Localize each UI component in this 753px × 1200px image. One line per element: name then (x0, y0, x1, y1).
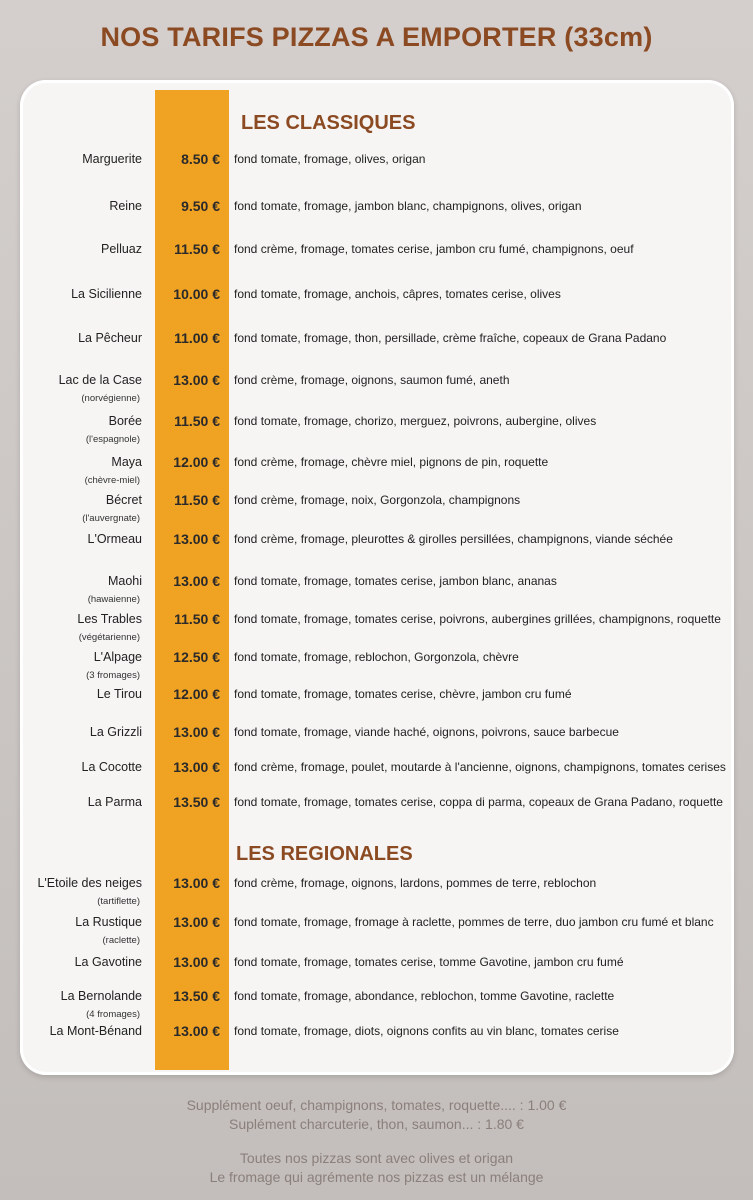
pizza-description: fond tomate, fromage, thon, persillade, crème fraîche, copeaux de Grana Padano (234, 331, 667, 345)
pizza-name: L'Alpage (93, 650, 142, 664)
pizza-price: 11.00 € (174, 330, 220, 346)
pizza-name: La Gavotine (74, 955, 142, 969)
pizza-description: fond tomate, fromage, diots, oignons confits au vin blanc, tomates cerise (234, 1024, 619, 1038)
pizza-description: fond tomate, fromage, tomates cerise, coppa di parma, copeaux de Grana Padano, roquette (234, 795, 723, 809)
pizza-name: La Mont-Bénand (49, 1024, 142, 1038)
pizza-description: fond tomate, fromage, jambon blanc, champignons, olives, origan (234, 199, 582, 213)
page-title: NOS TARIFS PIZZAS A EMPORTER (33cm) (100, 22, 653, 52)
pizza-price: 12.00 € (173, 454, 220, 470)
pizza-subtitle: (l'auvergnate) (82, 513, 140, 524)
pizza-name: La Bernolande (60, 989, 142, 1003)
pizza-row (0, 1024, 753, 1052)
pizza-row (0, 492, 753, 524)
pizza-row (0, 725, 753, 753)
pizza-price: 13.00 € (173, 759, 220, 775)
pizza-price: 11.50 € (174, 241, 220, 257)
pizza-description: fond tomate, fromage, chorizo, merguez, poivrons, aubergine, olives (234, 414, 597, 428)
pizza-price: 13.00 € (173, 531, 220, 547)
pizza-price: 9.50 € (181, 198, 220, 214)
pizza-row (0, 372, 753, 404)
pizza-description: fond tomate, fromage, fromage à raclette, pommes de terre, duo jambon cru fumé et blanc (234, 915, 714, 929)
supplement-line-2: Suplément charcuterie, thon, saumon... : 1.80 € (229, 1116, 524, 1132)
pizza-row (0, 760, 753, 788)
pizza-price: 10.00 € (173, 286, 220, 302)
pizza-description: fond tomate, fromage, tomates cerise, jambon blanc, ananas (234, 574, 557, 588)
pizza-row (0, 875, 753, 907)
pizza-name: La Parma (87, 795, 142, 809)
pizza-subtitle: (végétarienne) (78, 632, 140, 643)
pizza-price: 12.00 € (173, 686, 220, 702)
pizza-row (0, 649, 753, 681)
pizza-price: 11.50 € (174, 413, 220, 429)
pizza-price: 13.50 € (173, 988, 220, 1004)
pizza-row (0, 914, 753, 946)
pizza-name: Maohi (107, 574, 142, 588)
pizza-subtitle: (3 fromages) (86, 670, 140, 681)
pizza-price: 12.50 € (173, 649, 220, 665)
pizza-row (0, 955, 753, 983)
pizza-row (0, 287, 753, 315)
pizza-row (0, 413, 753, 445)
pizza-price: 13.00 € (173, 954, 220, 970)
pizza-description: fond crème, fromage, poulet, moutarde à l'ancienne, oignons, champignons, tomates cerises (234, 760, 726, 774)
pizza-description: fond crème, fromage, oignons, lardons, pommes de terre, reblochon (234, 876, 597, 890)
pizza-row (0, 573, 753, 605)
footer-note-1: Toutes nos pizzas sont avec olives et origan (239, 1150, 514, 1166)
pizza-name: Marguerite (82, 152, 142, 166)
pizza-name: Bécret (105, 493, 142, 507)
pizza-price: 13.00 € (173, 875, 220, 891)
pizza-subtitle: (tartiflette) (97, 896, 140, 907)
pizza-description: fond tomate, fromage, tomates cerise, tomme Gavotine, jambon cru fumé (234, 955, 624, 969)
pizza-description: fond tomate, fromage, viande haché, oignons, poivrons, sauce barbecue (234, 725, 619, 739)
pizza-row (0, 199, 753, 227)
footer-note-2: Le fromage qui agrémente nos pizzas est un mélange (209, 1169, 544, 1185)
pizza-description: fond tomate, fromage, olives, origan (234, 152, 426, 166)
pizza-price: 13.00 € (173, 573, 220, 589)
pizza-description: fond crème, fromage, pleurottes & girolles persillées, champignons, viande séchée (234, 532, 673, 546)
pizza-name: Les Trables (77, 612, 142, 626)
pizza-price: 8.50 € (181, 151, 220, 167)
pizza-row (0, 331, 753, 359)
pizza-description: fond tomate, fromage, abondance, reblochon, tomme Gavotine, raclette (234, 989, 615, 1003)
pizza-row (0, 988, 753, 1020)
pizza-price: 11.50 € (174, 492, 220, 508)
pizza-name: La Sicilienne (71, 287, 142, 301)
pizza-row (0, 795, 753, 823)
pizza-row (0, 242, 753, 270)
pizza-description: fond crème, fromage, oignons, saumon fumé, aneth (234, 373, 510, 387)
pizza-name: Pelluaz (101, 242, 142, 256)
pizza-description: fond crème, fromage, tomates cerise, jambon cru fumé, champignons, oeuf (234, 242, 634, 256)
pizza-description: fond crème, fromage, noix, Gorgonzola, champignons (234, 493, 521, 507)
pizza-price: 13.50 € (173, 794, 220, 810)
pizza-name: Borée (108, 414, 142, 428)
pizza-description: fond tomate, fromage, reblochon, Gorgonzola, chèvre (234, 650, 519, 664)
pizza-subtitle: (chèvre-miel) (84, 475, 140, 486)
pizza-row (0, 532, 753, 560)
pizza-name: L'Etoile des neiges (37, 876, 142, 890)
pizza-name: La Rustique (75, 915, 142, 929)
pizza-price: 13.00 € (173, 372, 220, 388)
pizza-name: Le Tirou (96, 687, 142, 701)
pizza-description: fond crème, fromage, chèvre miel, pignons de pin, roquette (234, 455, 549, 469)
pizza-row (0, 611, 753, 643)
pizza-row (0, 454, 753, 486)
pizza-description: fond tomate, fromage, tomates cerise, poivrons, aubergines grillées, champignons, roquette (234, 612, 721, 626)
pizza-price: 13.00 € (173, 1023, 220, 1039)
section-heading-classiques: LES CLASSIQUES (241, 112, 416, 134)
pizza-subtitle: (norvégienne) (81, 393, 140, 404)
pizza-name: La Cocotte (81, 760, 142, 774)
pizza-name: La Grizzli (89, 725, 142, 739)
pizza-price: 11.50 € (174, 611, 220, 627)
pizza-price: 13.00 € (173, 914, 220, 930)
pizza-row (0, 687, 753, 715)
pizza-description: fond tomate, fromage, anchois, câpres, tomates cerise, olives (234, 287, 561, 301)
pizza-name: La Pêcheur (78, 331, 142, 345)
pizza-subtitle: (hawaienne) (87, 594, 140, 605)
section-heading-regionales: LES REGIONALES (236, 843, 413, 865)
pizza-name: Reine (109, 199, 142, 213)
pizza-name: Maya (111, 455, 142, 469)
pizza-subtitle: (raclette) (102, 935, 140, 946)
pizza-description: fond tomate, fromage, tomates cerise, chèvre, jambon cru fumé (234, 687, 572, 701)
pizza-price: 13.00 € (173, 724, 220, 740)
supplement-line-1: Supplément oeuf, champignons, tomates, roquette.... : 1.00 € (186, 1097, 567, 1113)
pizza-row (0, 152, 753, 180)
pizza-subtitle: (4 fromages) (86, 1009, 140, 1020)
pizza-name: Lac de la Case (58, 373, 142, 387)
pizza-name: L'Ormeau (87, 532, 142, 546)
pizza-subtitle: (l'espagnole) (85, 434, 140, 445)
